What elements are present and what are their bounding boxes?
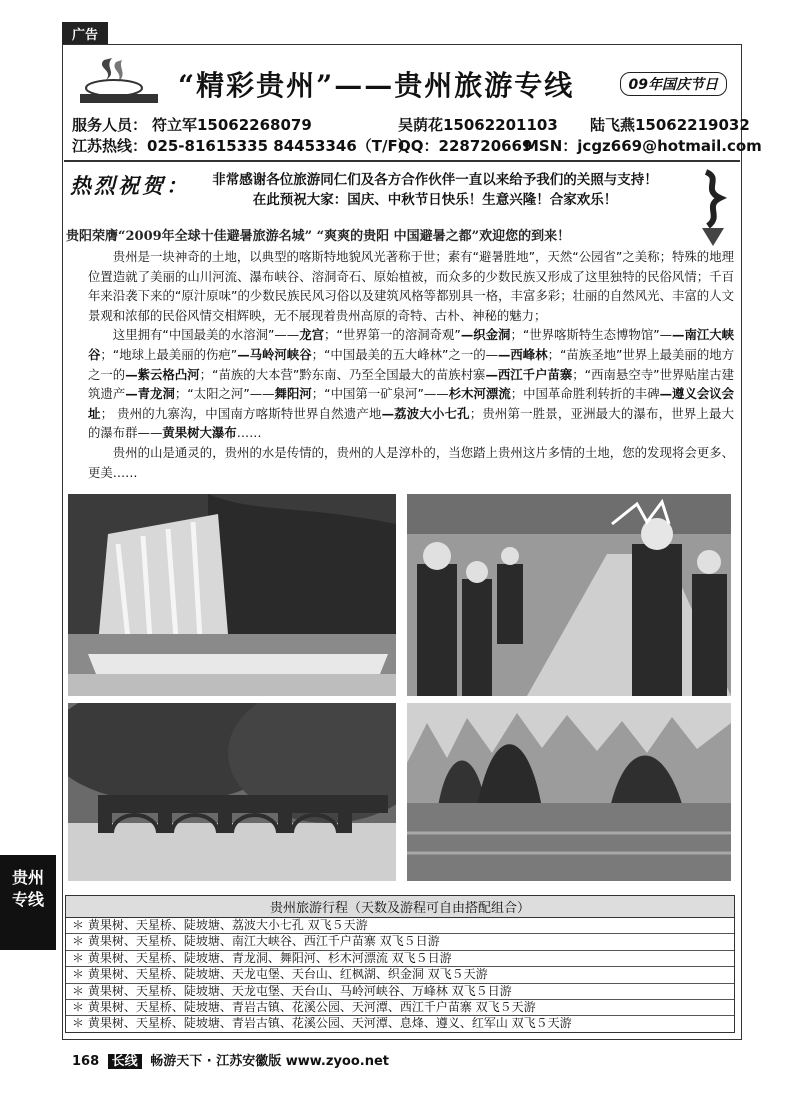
- greeting-label: 热烈祝贺：: [70, 173, 190, 198]
- itinerary-title: 贵州旅游行程（天数及游程可自由搭配组合）: [66, 896, 734, 918]
- staff-contact-2: 吴荫花15062201103: [398, 116, 558, 134]
- body-paragraph-3: 贵州的山是通灵的，贵州的水是传情的，贵州的人是淳朴的，当您踏上贵州这片多情的土地，您的发现将会更多、更美……: [88, 444, 734, 480]
- waterfall-photo: [68, 494, 396, 696]
- staff-contact-3: 陆飞燕15062219032: [590, 116, 750, 134]
- itinerary-row: ＊ 黄果树、天星桥、陡坡塘、南江大峡谷、西江千户苗寨 双飞５日游: [66, 934, 734, 950]
- section-label: 长线: [108, 1054, 142, 1069]
- page-number: 168: [72, 1054, 100, 1069]
- publication-name: 畅游天下 · 江苏安徽版 www.zyoo.net: [150, 1054, 389, 1069]
- karst-peaks-photo: [407, 703, 731, 881]
- msn-address: MSN：jcgz669@hotmail.com: [524, 137, 762, 155]
- miao-festival-photo: [407, 494, 731, 696]
- banner-slogan: 贵阳荣膺“2009年全球十佳避暑旅游名城” “爽爽的贵阳 中国避暑之都”欢迎您的到来！: [66, 229, 571, 244]
- side-tab-line-1: 贵州: [11, 868, 44, 887]
- page-title: “精彩贵州”——贵州旅游专线: [178, 69, 575, 102]
- body-paragraph-2: 这里拥有“中国最美的水溶洞”——龙宫；“世界第一的溶洞奇观”—织金洞；“世界喀斯特生态博物馆”——南江大峡谷；“地球上最美丽的伤疤”—马岭河峡谷；“中国最美的五大峰林”之一的——西峰林；“苗族圣地”世界上最美丽的地方之一的—紫云格凸河；“苗族的大本营”黔东南、乃至全国最大的苗族村寨—西江千户苗寨；“西南悬空寺”世界贴崖古建筑遗产—青龙洞；“太阳之河”——舞阳河；“中国第一矿泉河”——杉木河漂流；中国革命胜利转折的丰碑—遵义会议会址； 贵州的九寨沟，中国南方喀斯特世界自然遗产地—荔波大小七孔；贵州第一胜景，亚洲最大的瀑布，世界上最大的瀑布群——黄果树大瀑布……: [88, 327, 735, 441]
- itinerary-row: ＊ 黄果树、天星桥、陡坡塘、青龙洞、舞阳河、杉木河漂流 双飞５日游: [66, 951, 734, 967]
- contact-block: [72, 114, 762, 156]
- ad-tag: 广告: [62, 22, 108, 45]
- section-side-tab: [0, 855, 56, 950]
- greeting-line-2: 在此预祝大家：国庆、中秋节日快乐！生意兴隆！合家欢乐！: [252, 192, 618, 208]
- staff-contact-1: 符立军15062268079: [152, 116, 312, 134]
- itinerary-row: ＊ 黄果树、天星桥、陡坡塘、青岩古镇、花溪公园、天河潭、息烽、遵义、红军山 双飞５天游: [72, 1016, 572, 1031]
- service-label: 服务人员：: [72, 116, 148, 134]
- itinerary-row: ＊ 黄果树、天星桥、陡坡塘、天龙屯堡、天台山、红枫湖、织金洞 双飞５天游: [66, 967, 734, 983]
- itinerary-row: ＊ 黄果树、天星桥、陡坡塘、青岩古镇、花溪公园、天河潭、西江千户苗寨 双飞５天游: [66, 1000, 734, 1016]
- itinerary-row: ＊ 黄果树、天星桥、陡坡塘、天龙屯堡、天台山、马岭河峡谷、万峰林 双飞５日游: [66, 984, 734, 1000]
- greeting-text: [200, 170, 670, 210]
- body-text: [88, 247, 734, 482]
- divider: [64, 160, 740, 162]
- stone-bridge-photo: [68, 703, 396, 881]
- edition-badge: 09年国庆节日: [620, 72, 727, 96]
- itinerary-row: ＊ 黄果树、天星桥、陡坡塘、荔波大小七孔 双飞５天游: [66, 918, 734, 934]
- brand-logo: [74, 54, 164, 106]
- footer: [72, 1050, 389, 1069]
- itinerary-table: [65, 895, 735, 1033]
- side-tab-line-2: 专线: [11, 890, 44, 909]
- hotline: 江苏热线：025-81615335 84453346（T/F）: [72, 137, 413, 155]
- qq-number: QQ：228720669: [398, 137, 533, 155]
- greeting-line-1: 非常感谢各位旅游同仁们及各方合作伙伴一直以来给予我们的关照与支持！: [212, 172, 658, 188]
- header: [70, 50, 735, 112]
- body-paragraph-1: 贵州是一块神奇的土地，以典型的喀斯特地貌风光著称于世；素有“避暑胜地”，天然“公园省”之美称；特殊的地理位置造就了美丽的山川河流、瀑布峡谷、溶洞奇石、原始植被，而众多的少数民族又形成了这里独特的民俗风情；千百年来沿袭下来的“原汁原味”的少数民族民风习俗以及建筑风格等都别具一格，丰富多彩；壮丽的自然风光、丰富的人文景观和浓郁的民俗风情交相辉映，无不展现着贵州高原的奇特、古朴、神秘的魅力；: [88, 249, 734, 323]
- scroll-decoration-icon: [696, 168, 730, 248]
